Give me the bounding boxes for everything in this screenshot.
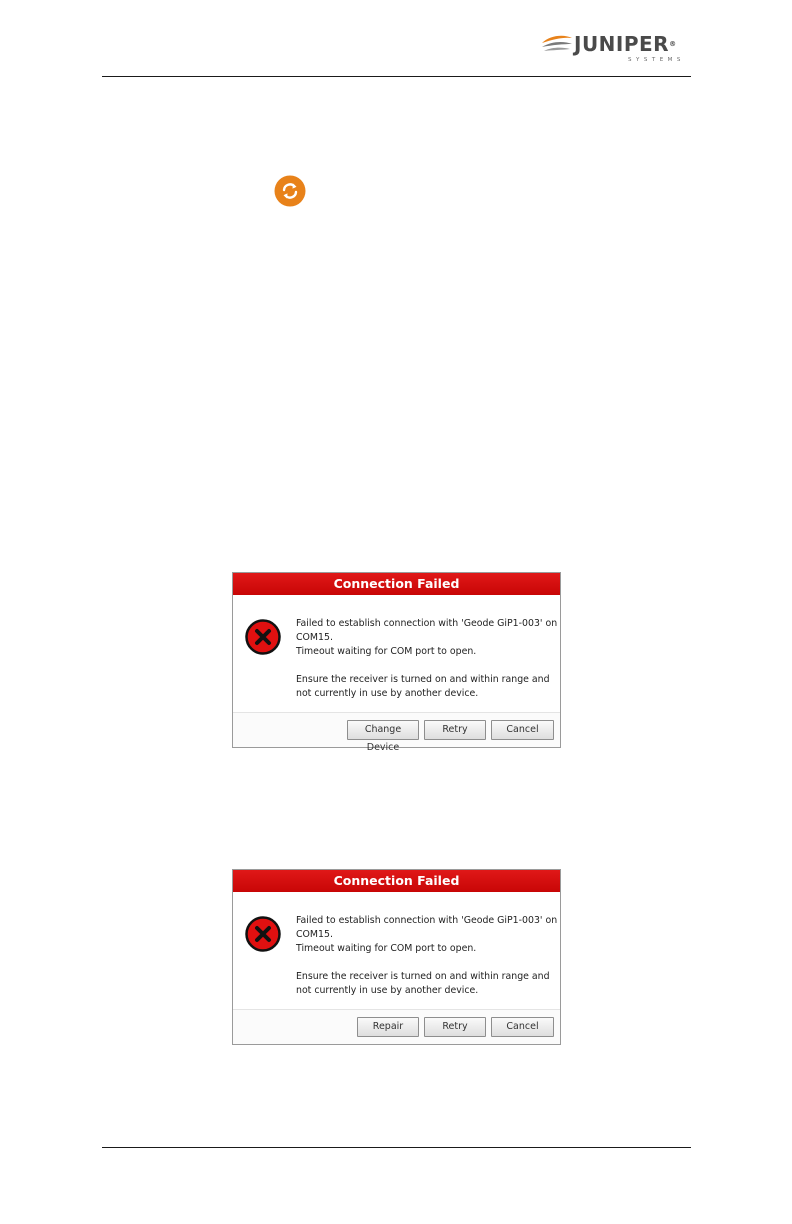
cancel-button[interactable]: Cancel <box>491 720 554 740</box>
dialog-footer <box>233 712 560 753</box>
message-line-3: Ensure the receiver is turned on and within range and not currently in use by another device. <box>296 971 550 996</box>
error-x-icon <box>245 619 281 655</box>
sync-icon <box>274 175 306 207</box>
dialog-message <box>296 914 558 998</box>
connection-failed-dialog-2 <box>232 869 561 1045</box>
message-line-3: Ensure the receiver is turned on and within range and not currently in use by another device. <box>296 674 550 699</box>
message-line-2: Timeout waiting for COM port to open. <box>296 943 477 954</box>
repair-button[interactable]: Repair <box>357 1017 419 1037</box>
retry-button[interactable]: Retry <box>424 1017 486 1037</box>
header-rule <box>102 76 691 77</box>
logo-wordmark: JUNIPER® <box>574 32 677 56</box>
retry-button[interactable]: Retry <box>424 720 486 740</box>
footer-rule <box>102 1147 691 1148</box>
dialog-footer <box>233 1009 560 1044</box>
dialog-title: Connection Failed <box>233 573 560 595</box>
cancel-button[interactable]: Cancel <box>491 1017 554 1037</box>
message-line-2: Timeout waiting for COM port to open. <box>296 646 477 657</box>
juniper-swoosh-icon <box>540 33 574 55</box>
logo-subtext: SYSTEMS <box>628 57 685 63</box>
dialog-message <box>296 617 558 701</box>
change-device-button[interactable]: Change Device <box>347 720 419 740</box>
message-line-1: Failed to establish connection with 'Geode GiP1-003' on COM15. <box>296 618 558 643</box>
message-line-1: Failed to establish connection with 'Geode GiP1-003' on COM15. <box>296 915 558 940</box>
connection-failed-dialog-1 <box>232 572 561 753</box>
juniper-systems-logo <box>540 30 692 66</box>
error-x-icon <box>245 916 281 952</box>
dialog-title: Connection Failed <box>233 870 560 892</box>
